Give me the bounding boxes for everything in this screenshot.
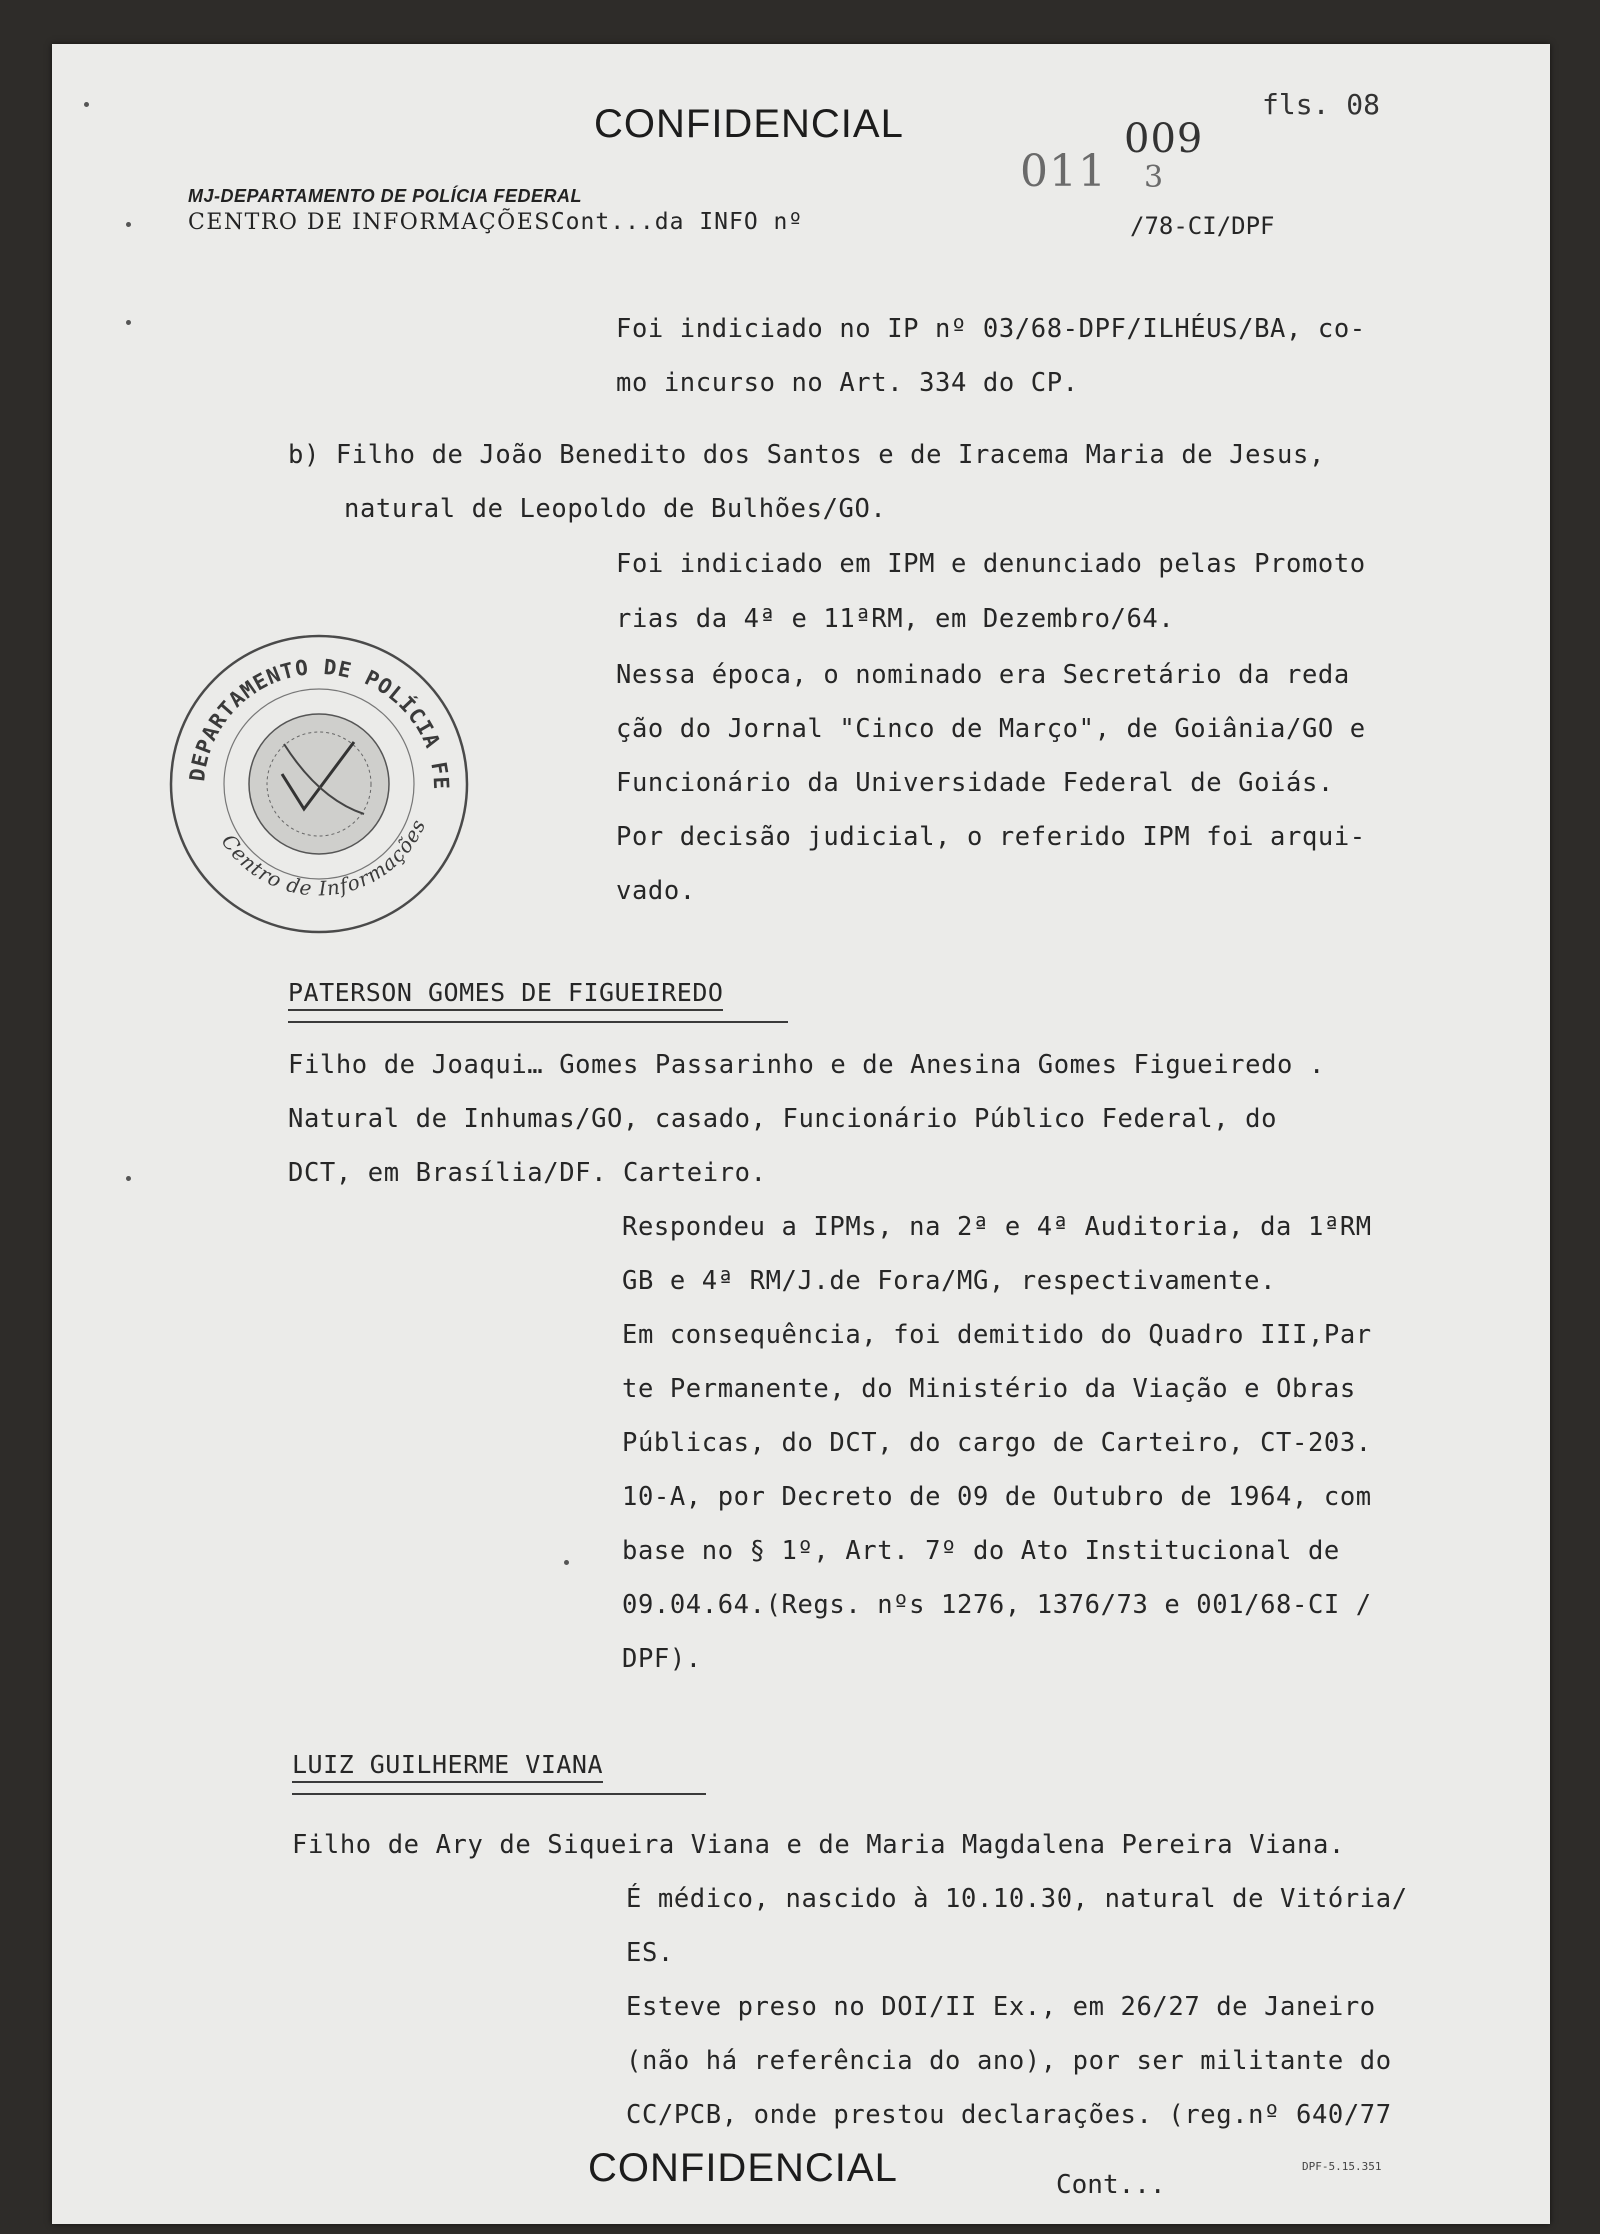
underline-rule <box>292 1793 706 1795</box>
text-line: 09.04.64.(Regs. nºs 1276, 1376/73 e 001/68-CI / <box>622 1590 1372 1620</box>
text-line: DPF). <box>622 1644 702 1674</box>
text-line: Funcionário da Universidade Federal de Goiás. <box>616 768 1334 798</box>
text-line: b) Filho de João Benedito dos Santos e de Iracema Maria de Jesus, <box>288 440 1325 470</box>
text-line: base no § 1º, Art. 7º do Ato Institucional de <box>622 1536 1340 1566</box>
text-line: Filho de Joaqui… Gomes Passarinho e de Anesina Gomes Figueiredo . <box>288 1050 1325 1080</box>
text-line: (não há referência do ano), por ser militante do <box>626 2046 1392 2076</box>
text-line: 10-A, por Decreto de 09 de Outubro de 1964, com <box>622 1482 1372 1512</box>
text-line: Em consequência, foi demitido do Quadro III,Par <box>622 1320 1372 1350</box>
classification-top: CONFIDENCIAL <box>594 102 904 146</box>
text-line: Por decisão judicial, o referido IPM foi arqui- <box>616 822 1366 852</box>
underline-rule <box>288 1021 788 1023</box>
text-line: Filho de Ary de Siqueira Viana e de Maria Magdalena Pereira Viana. <box>292 1830 1345 1860</box>
text-line: Natural de Inhumas/GO, casado, Funcionário Público Federal, do <box>288 1104 1278 1134</box>
text-line: Foi indiciado no IP nº 03/68-DPF/ILHÉUS/BA, co- <box>616 314 1366 344</box>
text-line: DCT, em Brasília/DF. Carteiro. <box>288 1158 767 1188</box>
text-line: mo incurso no Art. 334 do CP. <box>616 368 1079 398</box>
text-line: rias da 4ª e 11ªRM, em Dezembro/64. <box>616 604 1175 634</box>
text-line: ES. <box>626 1938 674 1968</box>
text-line: te Permanente, do Ministério da Viação e Obras <box>622 1374 1356 1404</box>
header-line <box>188 209 803 235</box>
seal-icon <box>164 624 474 934</box>
text-line: Respondeu a IPMs, na 2ª e 4ª Auditoria, da 1ªRM <box>622 1212 1372 1242</box>
classification-bottom: CONFIDENCIAL <box>588 2146 898 2190</box>
continuation-label: Cont...da INFO nº <box>550 209 804 235</box>
person-name-heading: LUIZ GUILHERME VIANA <box>292 1750 603 1783</box>
seal-text-bottom: Centro de Informações <box>216 815 431 901</box>
person-name-heading: PATERSON GOMES DE FIGUEIREDO <box>288 978 723 1011</box>
text-line: Foi indiciado em IPM e denunciado pelas Promoto <box>616 549 1366 579</box>
police-seal-stamp <box>164 624 474 938</box>
scan-speck <box>126 1176 131 1181</box>
seal-text-top: DEPARTAMENTO DE POLÍCIA FE <box>185 654 454 791</box>
department-name: MJ-DEPARTAMENTO DE POLÍCIA FEDERAL <box>188 186 583 206</box>
continued-label: Cont... <box>1056 2170 1166 2200</box>
center-name: CENTRO DE INFORMAÇÕES <box>188 210 551 235</box>
text-line: GB e 4ª RM/J.de Fora/MG, respectivamente. <box>622 1266 1277 1296</box>
scan-speck <box>126 222 131 227</box>
protocol-stamp-number: 011 <box>1020 146 1107 197</box>
scan-speck <box>126 320 131 325</box>
text-line: CC/PCB, onde prestou declarações. (reg.nº 640/77 <box>626 2100 1392 2130</box>
protocol-stamp-number-small: 009 <box>1124 116 1204 162</box>
document-page <box>52 44 1550 2224</box>
scan-speck <box>564 1560 569 1565</box>
text-line: Esteve preso no DOI/II Ex., em 26/27 de Janeiro <box>626 1992 1376 2022</box>
info-reference: /78-CI/DPF <box>1130 212 1275 240</box>
text-line: Públicas, do DCT, do cargo de Carteiro, CT-203. <box>622 1428 1372 1458</box>
text-line: ção do Jornal "Cinco de Março", de Goiânia/GO e <box>616 714 1366 744</box>
protocol-stamp-number-partial: 3 <box>1144 160 1165 195</box>
text-line: natural de Leopoldo de Bulhões/GO. <box>344 494 887 524</box>
page-mark: fls. 08 <box>1262 88 1381 121</box>
text-line: Nessa época, o nominado era Secretário da reda <box>616 660 1350 690</box>
scan-speck <box>84 102 89 107</box>
form-code: DPF-5.15.351 <box>1302 2160 1382 2173</box>
text-line: É médico, nascido à 10.10.30, natural de Vitória/ <box>626 1884 1408 1914</box>
text-line: vado. <box>616 876 696 906</box>
